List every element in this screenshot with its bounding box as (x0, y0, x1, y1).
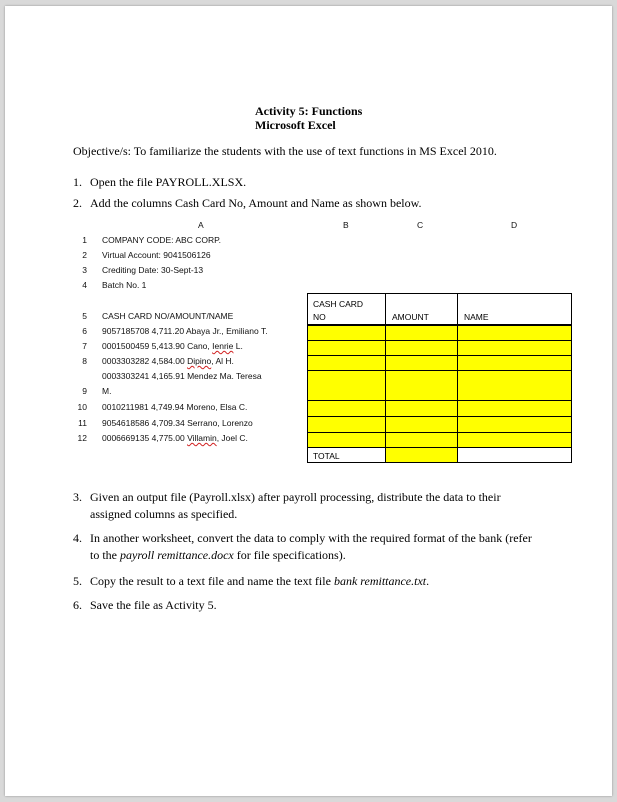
cell-text: Batch No. 1 (102, 280, 147, 290)
step-1 (73, 174, 543, 191)
step-2 (73, 195, 543, 212)
header-text: NAME (464, 312, 489, 322)
step-text: Open the file PAYROLL.XLSX. (90, 175, 247, 189)
column-header-d: D (511, 220, 518, 230)
cash-card-no-cell (307, 416, 386, 433)
output-columns-grid (307, 293, 572, 461)
row-number: 12 (77, 433, 87, 443)
total-label-cell (307, 447, 386, 463)
step-5 (73, 573, 543, 590)
row-number: 11 (78, 418, 87, 428)
row-number: 8 (82, 356, 87, 366)
amount-cell (385, 325, 458, 341)
amount-cell (385, 432, 458, 448)
cash-card-no-cell (307, 325, 386, 341)
cash-card-no-cell (307, 432, 386, 448)
step-text: Given an output file (Payroll.xlsx) after payroll processing, distribute the data to their (90, 490, 501, 504)
step-text: In another worksheet, convert the data to comply with the required format of the bank (refer (90, 531, 532, 545)
step-number: 1. (73, 175, 82, 189)
cash-card-no-cell (307, 340, 386, 356)
cell-text-line-2: M. (102, 386, 112, 396)
title-line-2: Microsoft Excel (255, 118, 336, 132)
cell-text: 9054618586 4,709.34 Serrano, Lorenzo (102, 418, 253, 428)
step-number: 3. (73, 490, 82, 504)
name-cell (457, 325, 572, 341)
row-number: 2 (82, 250, 87, 260)
step-text: Add the columns Cash Card No, Amount and Name as shown below. (90, 196, 422, 210)
cash-card-no-cell (307, 400, 386, 417)
amount-cell (385, 400, 458, 417)
header-cell-cash-card-no (307, 293, 386, 325)
header-text: AMOUNT (392, 312, 429, 322)
name-cell (457, 416, 572, 433)
row-number: 4 (82, 280, 87, 290)
step-number: 4. (73, 531, 82, 545)
name-cell (457, 340, 572, 356)
cell-text-line-1: 0003303241 4,165.91 Mendez Ma. Teresa (102, 371, 262, 381)
header-text: NO (313, 312, 326, 322)
cash-card-no-cell (307, 355, 386, 371)
step-4 (73, 530, 543, 564)
name-cell (457, 370, 572, 401)
cell-text: 9057185708 4,711.20 Abaya Jr., Emiliano T. (102, 326, 268, 336)
objective-text: Objective/s: To familiarize the students with the use of text functions in MS Excel 2010. (73, 144, 497, 158)
column-header-c: C (417, 220, 424, 230)
row-number: 7 (82, 341, 87, 351)
cell-text: Crediting Date: 30-Sept-13 (102, 265, 204, 275)
header-cell-amount (385, 293, 458, 325)
row-number: 9 (82, 386, 87, 396)
step-text: Copy the result to a text file and name the text file bank remittance.txt. (90, 574, 430, 588)
name-cell (457, 400, 572, 417)
cash-card-no-cell (307, 370, 386, 401)
row-number: 6 (82, 326, 87, 336)
step-text-continued: to the payroll remittance.docx for file specifications). (90, 548, 346, 562)
cell-text: Virtual Account: 9041506126 (102, 250, 211, 260)
cell-text: CASH CARD NO/AMOUNT/NAME (102, 311, 234, 321)
step-number: 5. (73, 574, 82, 588)
name-cell (457, 355, 572, 371)
total-label: TOTAL (313, 451, 340, 461)
step-3 (73, 489, 543, 523)
amount-cell (385, 340, 458, 356)
step-number: 2. (73, 196, 82, 210)
name-cell (457, 432, 572, 448)
cell-text: 0001500459 5,413.90 Cano, Ienrie L. (102, 341, 243, 351)
row-number: 5 (82, 311, 87, 321)
amount-cell (385, 370, 458, 401)
cell-text: 0003303282 4,584.00 Dipino, Al H. (102, 356, 234, 366)
title-line-1: Activity 5: Functions (255, 104, 363, 118)
cell-text: 0010211981 4,749.94 Moreno, Elsa C. (102, 402, 248, 412)
header-cell-name (457, 293, 572, 325)
cell-text: 0006669135 4,775.00 Villamin, Joel C. (102, 433, 248, 443)
amount-cell (385, 355, 458, 371)
row-number: 1 (82, 235, 87, 245)
step-6 (73, 597, 543, 614)
step-number: 6. (73, 598, 82, 612)
total-amount-cell (385, 447, 458, 463)
amount-cell (385, 416, 458, 433)
step-text-continued: assigned columns as specified. (90, 507, 238, 521)
total-name-cell (457, 447, 572, 463)
document-page (5, 6, 612, 796)
step-text: Save the file as Activity 5. (90, 598, 217, 612)
row-number: 3 (82, 265, 87, 275)
header-text: CASH CARD (313, 299, 364, 309)
column-header-a: A (198, 220, 204, 230)
column-header-b: B (343, 220, 349, 230)
cell-text: COMPANY CODE: ABC CORP. (102, 235, 222, 245)
document-title (255, 104, 362, 132)
row-number: 10 (77, 402, 87, 412)
